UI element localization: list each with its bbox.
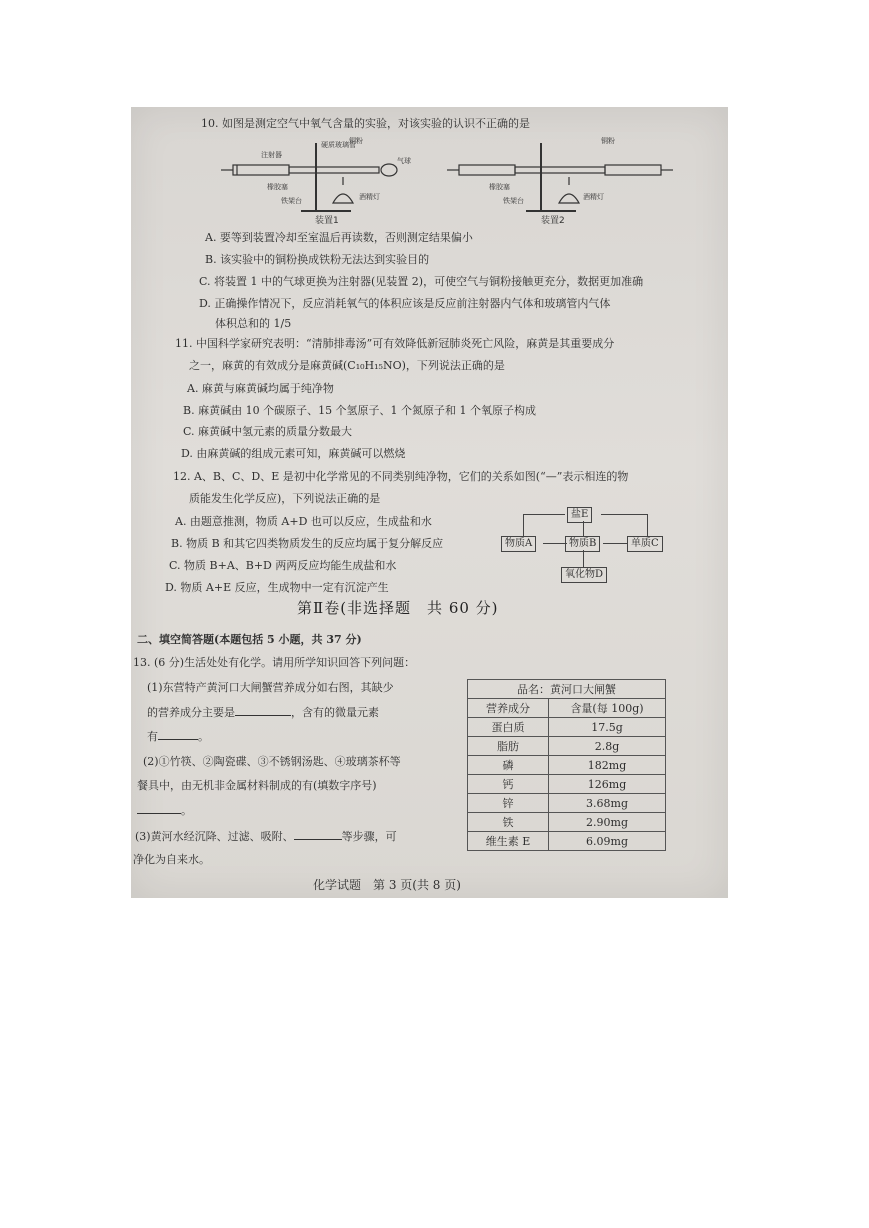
table-row [468,718,666,737]
table-row [468,775,666,794]
q10-option-a: A. 要等到装置冷却至室温后再读数，否则测定结果偏小 [205,231,473,244]
label-stand-1: 铁架台 [281,197,302,205]
q13-part3-line1: (3)黄河水经沉降、过滤、吸附、 等步骤，可 [135,830,397,843]
nutrient-value: 17.5g [549,718,666,737]
q13-stem: 13. (6 分)生活处处有化学。请用所学知识回答下列问题： [133,656,416,669]
table-row [468,794,666,813]
label-balloon: 气球 [397,157,411,165]
q10-option-c: C. 将装置 1 中的气球更换为注射器(见装置 2)，可使空气与铜粉接触更充分，数据更加准确 [199,275,644,288]
nutrient-name: 脂肪 [468,737,549,756]
q11-option-c: C. 麻黄碱中氢元素的质量分数最大 [183,425,353,438]
device2-caption: 装置2 [541,216,565,225]
q11-option-d: D. 由麻黄碱的组成元素可知，麻黄碱可以燃烧 [181,447,406,460]
label-syringe: 注射器 [261,151,282,159]
answer-blank-3[interactable] [137,803,181,814]
q13-part3-line2: 净化为自来水。 [133,853,210,866]
q11-option-b: B. 麻黄碱由 10 个碳原子、15 个氢原子、1 个氮原子和 1 个氧原子构成 [183,404,537,417]
q13-part1-line3: 有 。 [147,730,209,743]
q13-part1-line1: (1)东营特产黄河口大闸蟹营养成分如右图，其缺少 [147,681,394,694]
nutrient-value: 126mg [549,775,666,794]
nutrient-name: 铁 [468,813,549,832]
q12-option-b: B. 物质 B 和其它四类物质发生的反应均属于复分解反应 [171,537,444,550]
nutrition-table-title: 品名：黄河口大闸蟹 [468,680,666,699]
nutrient-name: 蛋白质 [468,718,549,737]
table-row [468,832,666,851]
q13-part2-line3: 。 [137,803,192,818]
q12-option-d: D. 物质 A+E 反应，生成物中一定有沉淀产生 [165,581,389,594]
q13-part2-line1: (2)①竹筷、②陶瓷碟、③不锈钢汤匙、④玻璃茶杯等 [143,755,401,768]
q13-part2-line2: 餐具中，由无机非金属材料制成的有(填数字序号) [137,779,377,792]
q10-stem: 10. 如图是测定空气中氧气含量的实验，对该实验的认识不正确的是 [201,117,530,130]
page-footer: 化学试题 第 3 页(共 8 页) [313,878,461,892]
label-stand-2: 铁架台 [503,197,524,205]
q11-stem-line1: 11. 中国科学家研究表明：“清肺排毒汤”可有效降低新冠肺炎死亡风险，麻黄是其重要成分 [175,337,615,350]
nutrient-name: 钙 [468,775,549,794]
nutrient-value: 3.68mg [549,794,666,813]
diagram-node-d: 氧化物D [561,567,607,583]
table-row [468,813,666,832]
answer-blank-1[interactable] [235,705,291,716]
q10-option-d-cont: 体积总和的 1/5 [215,317,292,330]
table-row [468,737,666,756]
device1-caption: 装置1 [315,216,339,225]
nutrient-name: 磷 [468,756,549,775]
table-header-row [468,699,666,718]
nutrient-value: 6.09mg [549,832,666,851]
table-row [468,756,666,775]
header-nutrient: 营养成分 [468,699,549,718]
diagram-node-salt-e: 盐E [567,507,592,523]
q10-option-d: D. 正确操作情况下，反应消耗氧气的体积应该是反应前注射器内气体和玻璃管内气体 [199,297,611,310]
apparatus-figure [221,133,681,225]
header-content: 含量(每 100g) [549,699,666,718]
label-copper-2: 铜粉 [601,137,615,145]
q12-stem-line1: 12. A、B、C、D、E 是初中化学常见的不同类别纯净物，它们的关系如图(“—”表示相连的物 [173,470,629,483]
label-glass-tube: 硬质玻璃管 [321,141,356,149]
nutrient-name: 锌 [468,794,549,813]
q12-option-c: C. 物质 B+A、B+D 两两反应均能生成盐和水 [169,559,397,572]
q12-stem-line2: 质能发生化学反应)，下列说法正确的是 [189,492,381,505]
diagram-node-b: 物质B [565,536,600,552]
label-stopper-2: 橡胶塞 [489,183,510,191]
nutrient-name: 维生素 E [468,832,549,851]
nutrition-table [467,679,666,851]
q12-option-a: A. 由题意推测，物质 A+D 也可以反应，生成盐和水 [175,515,432,528]
nutrient-value: 2.90mg [549,813,666,832]
label-lamp-1: 酒精灯 [359,193,380,201]
label-stopper-1: 橡胶塞 [267,183,288,191]
q13-part1-line2: 的营养成分主要是 ，含有的微量元素 [147,706,379,719]
part2-title: 第Ⅱ卷(非选择题 共 60 分) [297,599,499,617]
exam-page-photo [131,107,728,898]
label-lamp-2: 酒精灯 [583,193,604,201]
q11-stem-line2: 之一，麻黄的有效成分是麻黄碱(C₁₀H₁₅NO)，下列说法正确的是 [189,359,505,372]
answer-blank-2[interactable] [158,729,198,740]
diagram-node-a: 物质A [501,536,536,552]
device-2 [447,143,673,211]
q10-option-b: B. 该实验中的铜粉换成铁粉无法达到实验目的 [205,253,430,266]
answer-blank-4[interactable] [294,829,342,840]
label-copper-1: 铜粉 [349,137,363,145]
diagram-node-c: 单质C [627,536,663,552]
section-heading: 二、填空简答题(本题包括 5 小题，共 37 分) [137,633,362,646]
q11-option-a: A. 麻黄与麻黄碱均属于纯净物 [187,382,334,395]
nutrient-value: 182mg [549,756,666,775]
nutrient-value: 2.8g [549,737,666,756]
